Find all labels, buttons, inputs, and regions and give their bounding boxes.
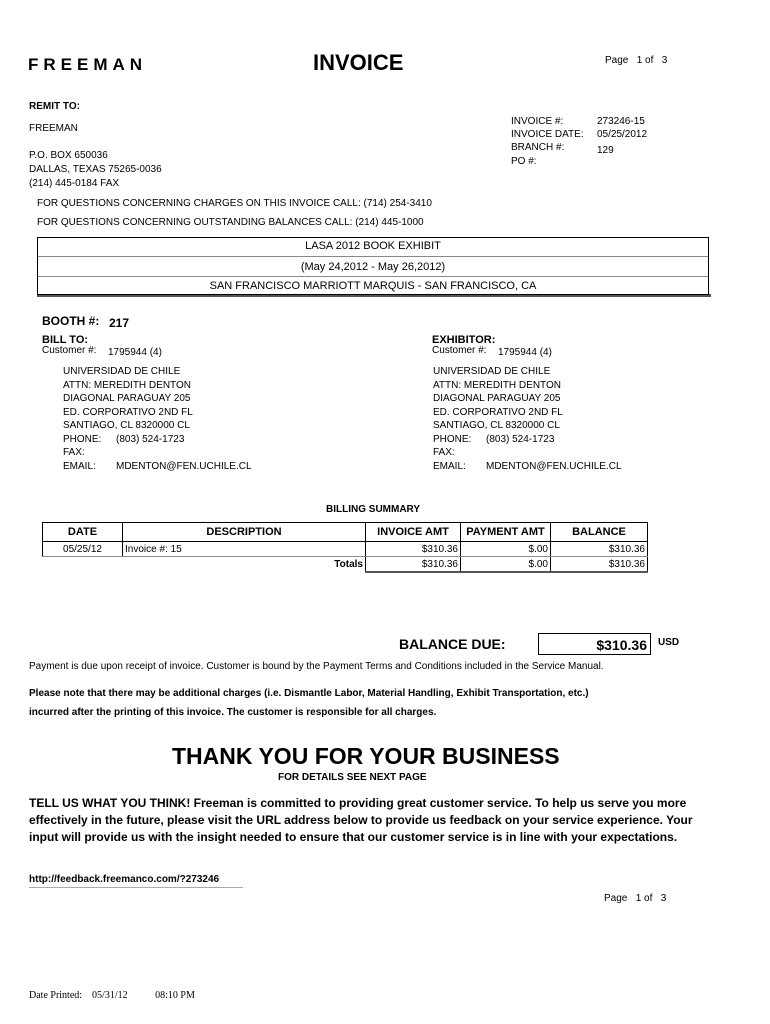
exhibitor-city: SANTIAGO, CL 8320000 CL	[433, 420, 560, 431]
exhibitor-org: UNIVERSIDAD DE CHILE	[433, 366, 551, 377]
totals-invoice-amt: $310.36	[366, 557, 461, 573]
exhibitor-street: DIAGONAL PARAGUAY 205	[433, 393, 561, 404]
row-date: 05/25/12	[43, 542, 123, 557]
event-name: LASA 2012 BOOK EXHIBIT	[305, 240, 441, 252]
table-row	[43, 542, 648, 557]
col-header-payment-amt: PAYMENT AMT	[461, 523, 551, 542]
bill-to-customer-number: 1795944 (4)	[108, 347, 162, 358]
totals-payment-amt: $.00	[461, 557, 551, 573]
invoice-number-label: INVOICE #:	[511, 116, 564, 127]
balance-due-currency: USD	[658, 637, 680, 648]
exhibitor-fax-label: FAX:	[433, 447, 455, 458]
po-label: PO #:	[511, 156, 537, 167]
balance-due-amount: $310.36	[596, 637, 647, 653]
booth-label: BOOTH #:	[42, 314, 100, 328]
page-number: 1	[635, 893, 642, 904]
charges-question: FOR QUESTIONS CONCERNING CHARGES ON THIS INVOICE CALL: (714) 254-3410	[37, 198, 432, 209]
remit-fax: (214) 445-0184 FAX	[29, 178, 120, 189]
totals-label: Totals	[123, 557, 366, 573]
row-invoice-amt: $310.36	[366, 542, 461, 557]
event-venue: SAN FRANCISCO MARRIOTT MARQUIS - SAN FRANCISCO, CA	[209, 280, 537, 292]
remit-name: FREEMAN	[29, 123, 78, 134]
page-label: Page	[605, 55, 629, 66]
page-of: of	[645, 55, 654, 66]
exhibitor-customer-number: 1795944 (4)	[498, 347, 552, 358]
exhibitor-phone-label: PHONE:	[433, 434, 472, 445]
notice-line1: Please note that there may be additional charges (i.e. Dismantle Labor, Material Handling, Exhibit Transportation, etc.)	[29, 688, 589, 699]
totals-row	[43, 557, 648, 573]
row-balance: $310.36	[551, 542, 648, 557]
notice-line2: incurred after the printing of this invoice. The customer is responsible for all charges.	[29, 707, 437, 718]
page-number: 1	[636, 55, 643, 66]
booth-number: 217	[109, 316, 130, 330]
row-description: Invoice #: 15	[123, 542, 366, 557]
remit-address1: P.O. BOX 650036	[29, 150, 108, 161]
page-total: 3	[660, 893, 667, 904]
event-dates: (May 24,2012 - May 26,2012)	[300, 261, 446, 273]
exhibitor-attn: ATTN: MEREDITH DENTON	[433, 380, 561, 391]
totals-balance: $310.36	[551, 557, 648, 573]
bill-to-phone-label: PHONE:	[63, 434, 102, 445]
feedback-url[interactable]: http://feedback.freemanco.com/?273246	[29, 874, 220, 885]
payment-terms: Payment is due upon receipt of invoice. Customer is bound by the Payment Terms and Conditions included in the Service Manual.	[29, 661, 604, 672]
bill-to-customer-label: Customer #:	[42, 345, 97, 356]
exhibitor-customer-label: Customer #:	[432, 345, 487, 356]
document-title: INVOICE	[313, 50, 404, 75]
bill-to-email: MDENTON@FEN.UCHILE.CL	[116, 461, 252, 472]
bill-to-attn: ATTN: MEREDITH DENTON	[63, 380, 191, 391]
bill-to-phone: (803) 524-1723	[116, 434, 185, 445]
billing-summary-table	[42, 522, 648, 573]
col-header-date: DATE	[43, 523, 123, 542]
balance-due-label: BALANCE DUE:	[399, 636, 506, 652]
thank-you-heading: THANK YOU FOR YOUR BUSINESS	[172, 743, 560, 769]
page-total: 3	[661, 55, 668, 66]
event-divider	[38, 276, 708, 277]
page-indicator	[605, 55, 667, 66]
invoice-date: 05/25/2012	[597, 129, 648, 140]
col-header-balance: BALANCE	[551, 523, 648, 542]
bill-to-heading: BILL TO:	[42, 334, 89, 346]
event-divider	[38, 256, 708, 257]
remit-to-label: REMIT TO:	[29, 101, 80, 112]
url-underline	[29, 887, 243, 888]
exhibitor-building: ED. CORPORATIVO 2ND FL	[433, 407, 563, 418]
printed-date: 05/31/12	[92, 990, 128, 1001]
invoice-number: 273246-15	[597, 116, 645, 127]
billing-summary-title: BILLING SUMMARY	[326, 504, 421, 515]
event-box	[37, 237, 709, 295]
col-header-invoice-amt: INVOICE AMT	[366, 523, 461, 542]
date-printed	[29, 990, 195, 1001]
balances-question: FOR QUESTIONS CONCERNING OUTSTANDING BALANCES CALL: (214) 445-1000	[37, 217, 424, 228]
printed-label: Date Printed:	[29, 990, 83, 1001]
bill-to-org: UNIVERSIDAD DE CHILE	[63, 366, 181, 377]
exhibitor-email: MDENTON@FEN.UCHILE.CL	[486, 461, 622, 472]
remit-address2: DALLAS, TEXAS 75265-0036	[29, 164, 162, 175]
branch-number: 129	[597, 145, 614, 156]
details-note: FOR DETAILS SEE NEXT PAGE	[278, 772, 427, 783]
col-header-description: DESCRIPTION	[123, 523, 366, 542]
exhibitor-phone: (803) 524-1723	[486, 434, 555, 445]
page-label: Page	[604, 893, 628, 904]
feedback-text: TELL US WHAT YOU THINK! Freeman is committed to providing great customer service. To help us serve you more effectively in the future, please visit the URL address below to provide us feedback on your service experience. Your input will provide us with the insight needed to ensure that our customer service is in line with your expectations.	[29, 796, 693, 844]
invoice-date-label: INVOICE DATE:	[511, 129, 584, 140]
row-payment-amt: $.00	[461, 542, 551, 557]
footer-page-indicator	[604, 893, 666, 904]
bill-to-fax-label: FAX:	[63, 447, 85, 458]
bill-to-email-label: EMAIL:	[63, 461, 96, 472]
bill-to-street: DIAGONAL PARAGUAY 205	[63, 393, 191, 404]
exhibitor-heading: EXHIBITOR:	[432, 334, 496, 346]
bill-to-city: SANTIAGO, CL 8320000 CL	[63, 420, 190, 431]
table-header-row	[43, 523, 648, 542]
company-brand: FREEMAN	[28, 55, 148, 74]
bill-to-building: ED. CORPORATIVO 2ND FL	[63, 407, 193, 418]
exhibitor-email-label: EMAIL:	[433, 461, 466, 472]
page-of: of	[644, 893, 653, 904]
printed-time: 08:10 PM	[155, 990, 195, 1001]
balance-due-box	[538, 633, 651, 655]
branch-label: BRANCH #:	[511, 142, 565, 153]
